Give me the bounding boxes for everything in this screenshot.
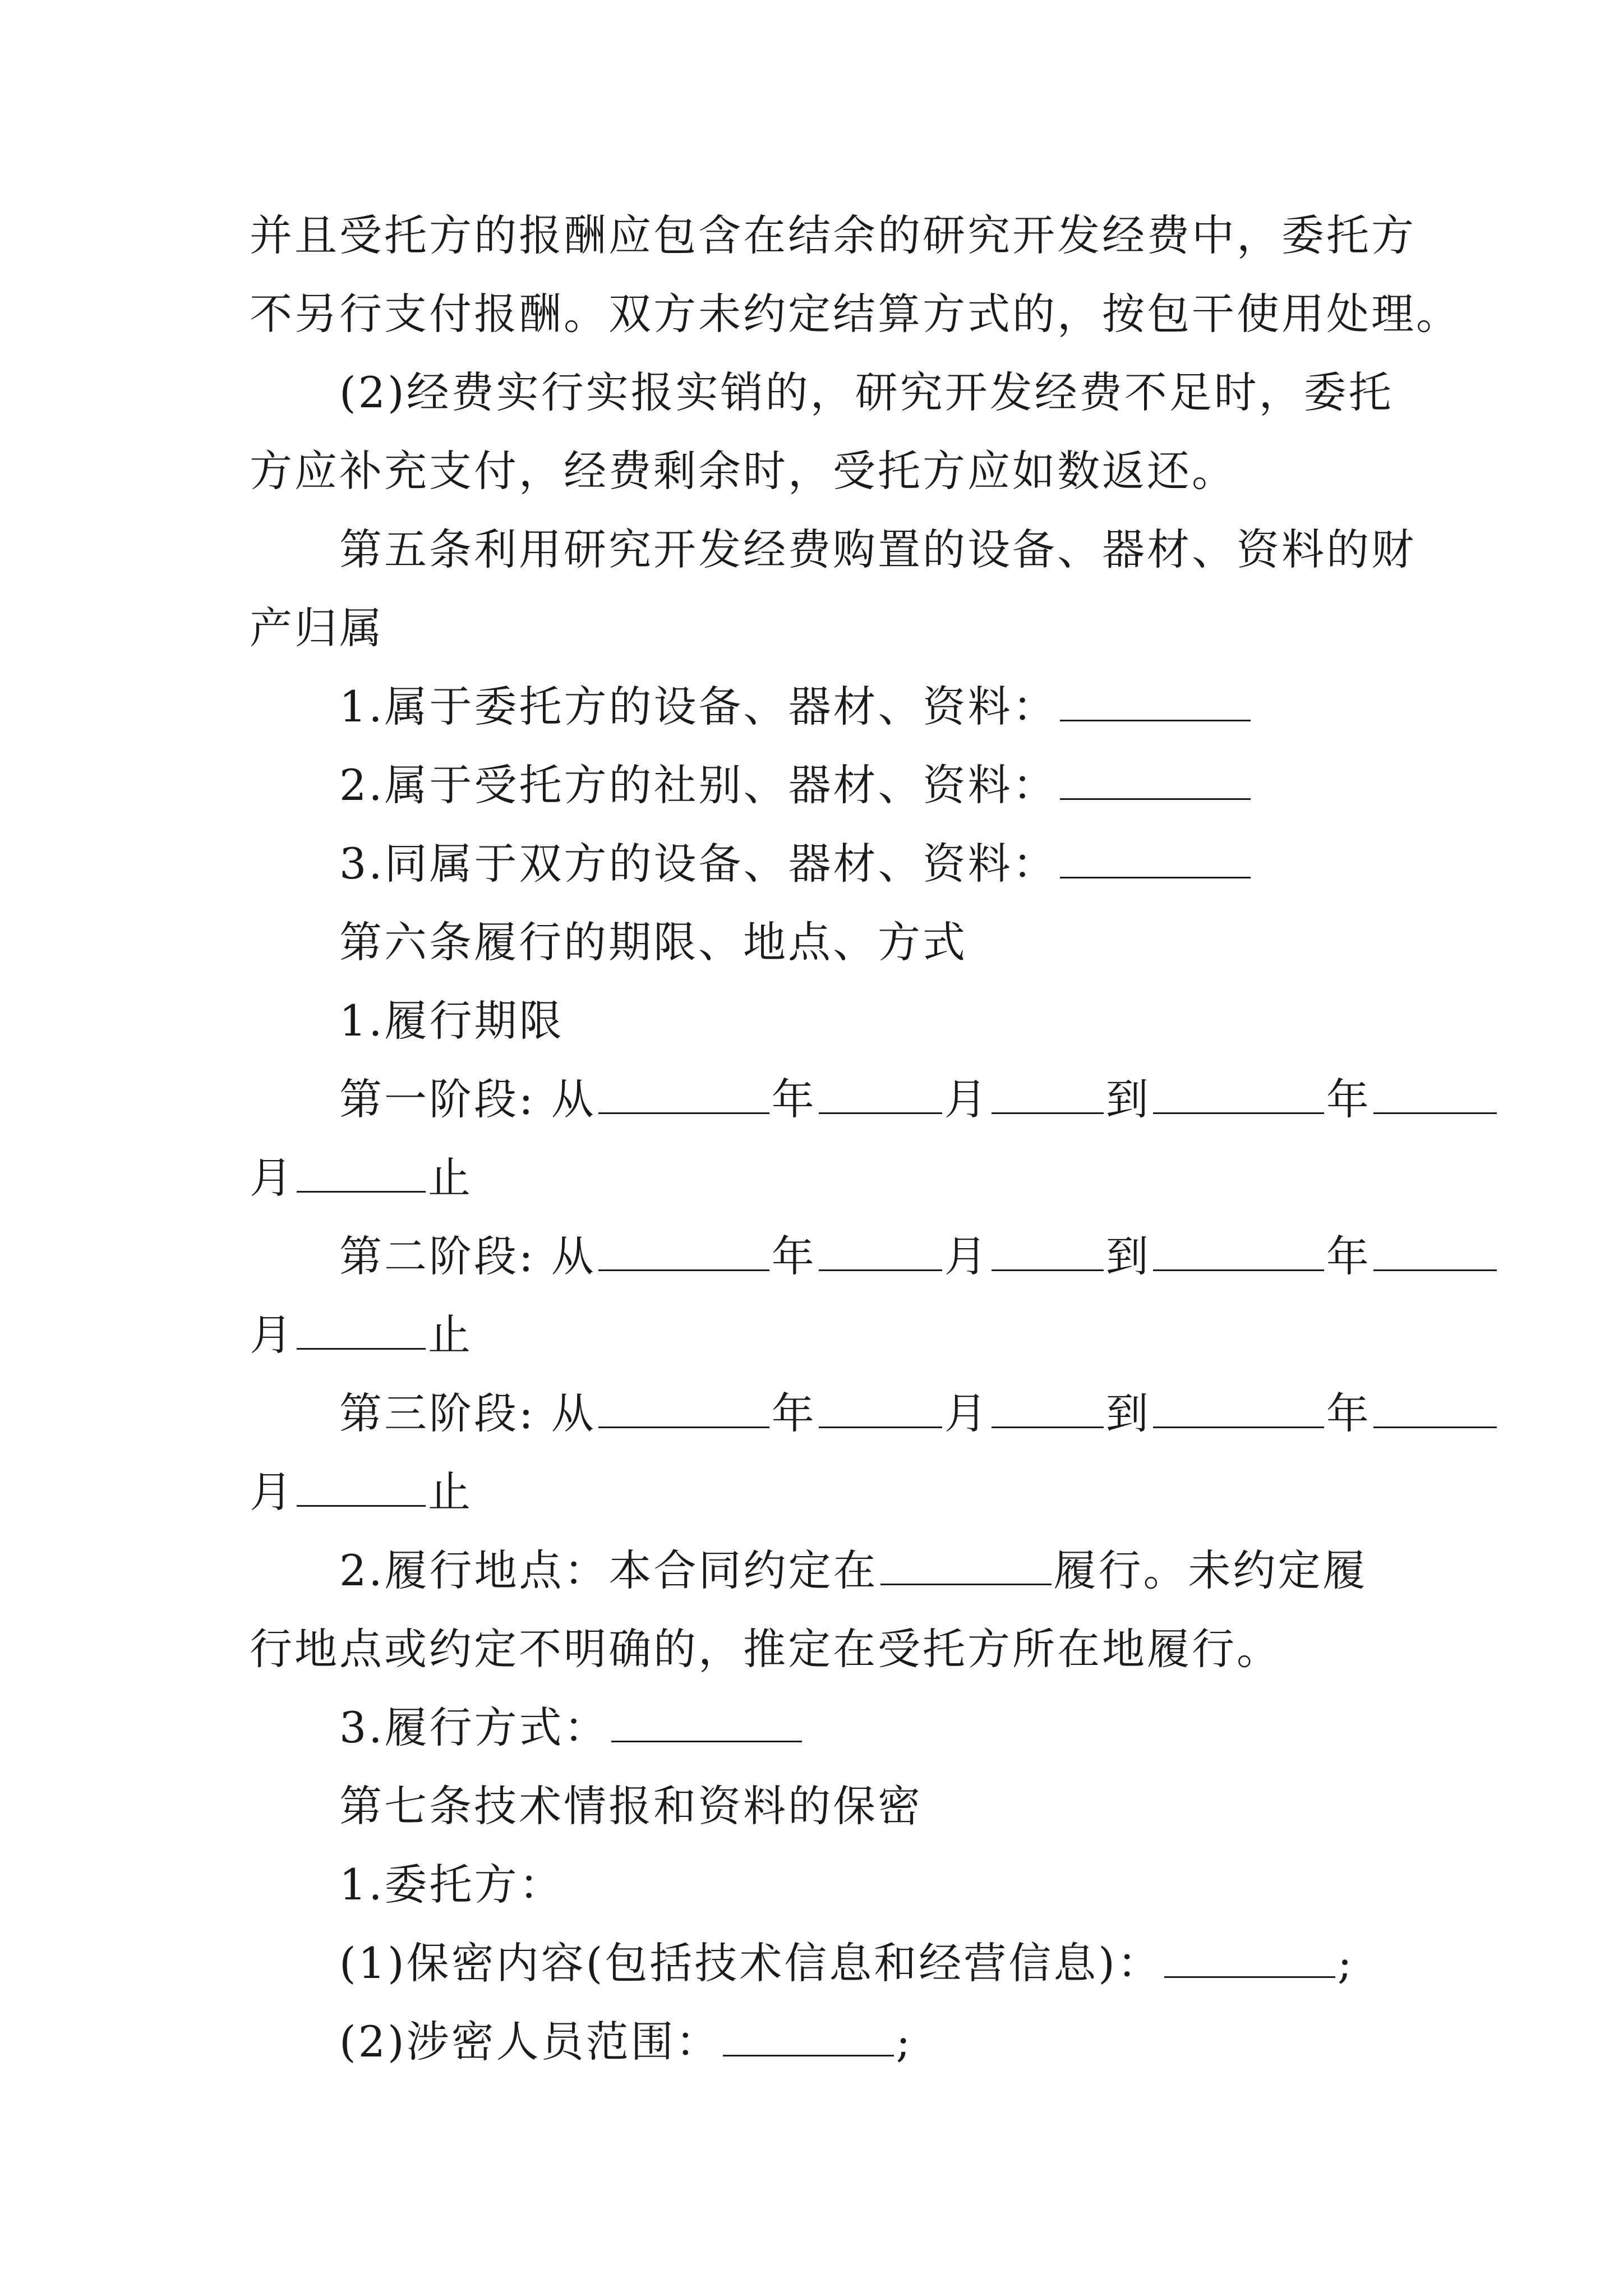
place-label: 2.履行地点：本合同约定在: [339, 1545, 878, 1595]
fill-blank: [723, 2017, 894, 2056]
fill-blank: [819, 1074, 942, 1114]
fill-blank: [1153, 1074, 1324, 1114]
method-label: 3.履行方式：: [339, 1703, 609, 1752]
fill-blank: [1373, 1388, 1497, 1428]
to-word: 到: [1105, 1074, 1151, 1124]
article-five-heading: 第五条利用研究开发经费购置的设备、器材、资料的财: [339, 524, 1416, 574]
fill-blank: [598, 1388, 769, 1428]
article-seven-heading: 第七条技术情报和资料的保密: [339, 1781, 923, 1831]
fill-blank: [297, 1467, 426, 1507]
fill-blank: [1153, 1231, 1324, 1271]
to-word: 到: [1105, 1231, 1151, 1281]
stage-3-line: [339, 1386, 1499, 1442]
confidential-personnel-label: (2)涉密人员范围：: [339, 2017, 721, 2067]
fill-blank: [1373, 1231, 1497, 1271]
semicolon: ;: [896, 2017, 913, 2067]
end-word: 止: [428, 1467, 473, 1517]
month-word: 月: [250, 1310, 294, 1360]
year-word: 年: [1326, 1231, 1371, 1281]
month-word: 月: [944, 1388, 989, 1438]
fill-blank: [819, 1388, 942, 1428]
paragraph-line: 不另行支付报酬。双方未约定结算方式的，按包干使用处理。: [250, 289, 1461, 339]
stage-2-line-cont: [250, 1307, 473, 1363]
paragraph-line: (2)经费实行实报实销的，研究开发经费不足时，委托: [339, 367, 1394, 417]
term-heading: 1.履行期限: [339, 996, 564, 1046]
stage-1-label: 第一阶段: 从: [339, 1074, 596, 1124]
property-item-3: [339, 836, 1253, 892]
stage-3-line-cont: [250, 1464, 473, 1520]
stage-3-label: 第三阶段: 从: [339, 1388, 596, 1438]
place-label-tail: 履行。未约定履: [1053, 1545, 1368, 1595]
property-item-1-label: 1.属于委托方的设备、器材、资料：: [339, 682, 1058, 731]
fill-blank: [1060, 839, 1251, 878]
fill-blank: [880, 1545, 1052, 1585]
place-line: [339, 1543, 1368, 1599]
place-line-cont: 行地点或约定不明确的，推定在受托方所在地履行。: [250, 1624, 1281, 1674]
month-word: 月: [944, 1231, 989, 1281]
fill-blank: [992, 1231, 1104, 1271]
fill-blank: [598, 1074, 769, 1114]
stage-2-label: 第二阶段: 从: [339, 1231, 596, 1281]
fill-blank: [297, 1310, 426, 1350]
stage-1-line: [339, 1071, 1499, 1128]
article-five-heading-cont: 产归属: [250, 603, 384, 653]
fill-blank: [1060, 682, 1251, 721]
year-word: 年: [1326, 1074, 1371, 1124]
property-item-3-label: 3.同属于双方的设备、器材、资料：: [339, 839, 1058, 889]
semicolon: ;: [1337, 1938, 1354, 1988]
end-word: 止: [428, 1153, 473, 1203]
fill-blank: [992, 1074, 1104, 1114]
fill-blank: [297, 1153, 426, 1193]
fill-blank: [611, 1703, 802, 1742]
year-word: 年: [1326, 1388, 1371, 1438]
paragraph-line: 并且受托方的报酬应包含在结余的研究开发经费中，委托方: [250, 210, 1416, 260]
end-word: 止: [428, 1310, 473, 1360]
property-item-2-label: 2.属于受托方的社别、器材、资料：: [339, 760, 1058, 810]
fill-blank: [992, 1388, 1104, 1428]
property-item-1: [339, 679, 1253, 735]
year-word: 年: [771, 1231, 817, 1281]
fill-blank: [1153, 1388, 1324, 1428]
client-heading: 1.委托方：: [339, 1860, 564, 1910]
fill-blank: [1373, 1074, 1497, 1114]
article-six-heading: 第六条履行的期限、地点、方式: [339, 917, 967, 967]
month-word: 月: [944, 1074, 989, 1124]
confidential-content-label: (1)保密内容(包括技术信息和经营信息)：: [339, 1938, 1162, 1988]
fill-blank: [1164, 1938, 1335, 1978]
fill-blank: [598, 1231, 769, 1271]
month-word: 月: [250, 1467, 294, 1517]
confidential-content-line: [339, 1935, 1354, 1991]
year-word: 年: [771, 1074, 817, 1124]
method-line: [339, 1700, 804, 1756]
property-item-2: [339, 757, 1253, 813]
fill-blank: [1060, 760, 1251, 800]
month-word: 月: [250, 1153, 294, 1203]
fill-blank: [819, 1231, 942, 1271]
to-word: 到: [1105, 1388, 1151, 1438]
stage-2-line: [339, 1228, 1499, 1285]
year-word: 年: [771, 1388, 817, 1438]
stage-1-line-cont: [250, 1150, 473, 1206]
confidential-personnel-line: [339, 2014, 912, 2070]
paragraph-line: 方应补充支付，经费剩余时，受托方应如数返还。: [250, 446, 1237, 496]
